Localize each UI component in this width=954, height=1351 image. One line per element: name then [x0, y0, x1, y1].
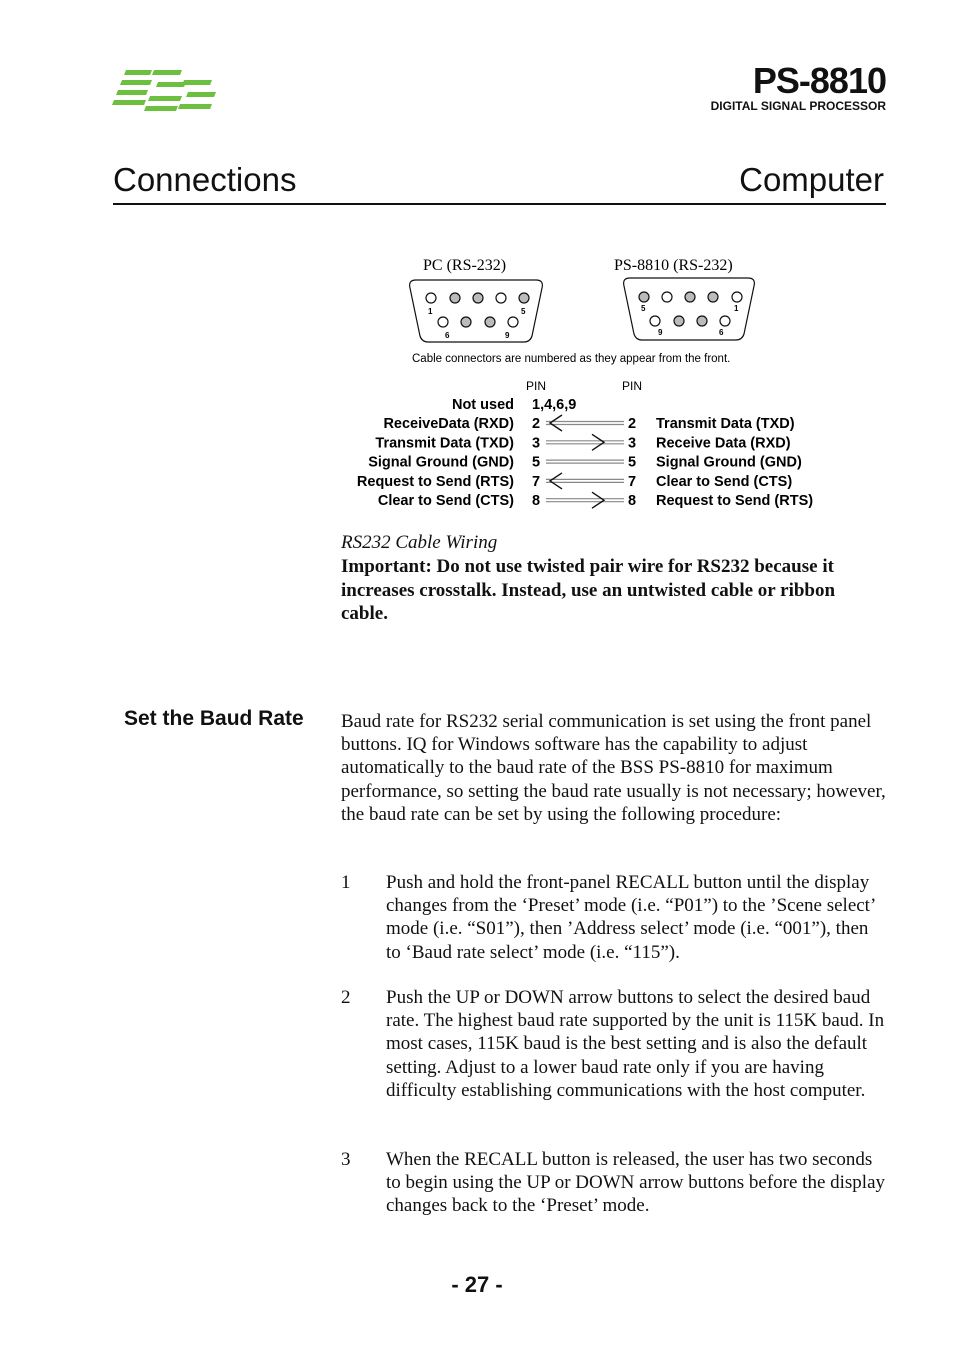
device-pin-label: 6 [719, 328, 724, 337]
step-number: 2 [341, 987, 351, 1008]
arrow-right-icon [592, 434, 604, 450]
pc-pin-label: 1 [428, 307, 433, 316]
left-signal-label: Clear to Send (CTS) [377, 493, 514, 510]
arrow-left-icon [550, 415, 562, 431]
section-title-right: Computer [739, 161, 884, 198]
arrow-right-icon [592, 492, 604, 508]
warning-note: Important: Do not use twisted pair wire for RS232 because it increases crosstalk. Instead, use an untwisted cable or ribbon cable. [341, 556, 836, 624]
right-pin-number: 7 [628, 473, 637, 490]
right-pin-number: 5 [628, 454, 637, 471]
step-text: When the RECALL button is released, the user has two seconds to begin using the UP or DOWN arrow buttons before the display changes back to the ‘Preset’ mode. [386, 1149, 886, 1217]
arrow-left-icon [550, 473, 562, 489]
wire-rows [357, 415, 813, 509]
rs232-wiring-diagram [330, 250, 850, 515]
left-signal-label: Signal Ground (GND) [368, 454, 514, 471]
left-signal-label: Transmit Data (TXD) [375, 435, 514, 452]
page-number: - 27 - [451, 1272, 503, 1297]
right-signal-label: Transmit Data (TXD) [656, 416, 795, 432]
device-pin-label: 1 [734, 304, 739, 313]
pc-db9-connector [410, 280, 543, 342]
left-pin-number: 3 [532, 435, 541, 452]
right-signal-label: Receive Data (RXD) [656, 435, 791, 452]
baud-intro: Baud rate for RS232 serial communication is set using the front panel buttons. IQ for Windows software has the capability to adjust automatically to the baud rate of the BSS PS-8810 for maximum performance, so setting the baud rate usually is not necessary; however, the baud rate can be set by using the following procedure: [341, 711, 886, 825]
pin-header-left: PIN [526, 379, 547, 393]
not-used-pins: 1,4,6,9 [532, 397, 577, 413]
wire-line [546, 434, 624, 450]
step-text: Push and hold the front-panel RECALL button until the display changes from the ‘Preset’ mode (i.e. “P01”) to the ’Scene select’ mode (i.e. “S01”), then ’Address select’ mode (i.e. “001”), then to ‘Baud rate select’ mode (i.e. “115”). [386, 872, 875, 963]
pc-connector-label: PC (RS-232) [423, 257, 507, 274]
wire-row [378, 492, 813, 509]
left-pin-number: 2 [532, 416, 541, 432]
connector-note: Cable connectors are numbered as they appear from the front. [412, 353, 731, 365]
not-used-label: Not used [451, 397, 514, 413]
right-signal-label: Signal Ground (GND) [656, 454, 802, 471]
right-pin-number: 8 [628, 493, 637, 510]
left-signal-label: ReceiveData (RXD) [383, 416, 514, 432]
right-signal-label: Clear to Send (CTS) [656, 473, 793, 490]
bss-logo [112, 66, 218, 114]
section-title-left: Connections [113, 161, 297, 198]
device-pin-label: 9 [658, 328, 663, 337]
device-pin-label: 5 [641, 304, 646, 313]
wire-line [546, 415, 624, 431]
wire-line [546, 473, 624, 489]
step-number: 3 [341, 1149, 351, 1170]
wire-line [546, 492, 624, 508]
wire-row [368, 455, 802, 471]
wire-row [375, 434, 790, 451]
device-connector-label: PS-8810 (RS-232) [614, 257, 733, 274]
device-db9-connector [624, 278, 755, 340]
wire-line [546, 460, 624, 463]
pc-pin-label: 5 [521, 307, 526, 316]
step-number: 1 [341, 872, 351, 893]
product-subtitle: DIGITAL SIGNAL PROCESSOR [710, 99, 886, 113]
right-pin-number: 2 [628, 416, 637, 432]
pc-pin-label: 9 [505, 331, 510, 340]
baud-rate-heading: Set the Baud Rate [124, 707, 304, 730]
product-name: PS-8810 [752, 60, 886, 101]
right-pin-number: 3 [628, 435, 637, 452]
left-pin-number: 8 [532, 493, 541, 510]
diagram-caption: RS232 Cable Wiring [341, 532, 498, 553]
left-pin-number: 5 [532, 454, 541, 471]
right-signal-label: Request to Send (RTS) [656, 493, 814, 510]
left-signal-label: Request to Send (RTS) [356, 473, 514, 490]
wire-row [357, 473, 792, 490]
wire-row [383, 415, 794, 432]
header-rule [113, 203, 886, 205]
pc-pin-label: 6 [445, 331, 450, 340]
step-text: Push the UP or DOWN arrow buttons to select the desired baud rate. The highest baud rate supported by the unit is 115K baud. In most cases, 115K baud is the best setting and is also the default setting. Adjust to a lower baud rate only if you are having difficulty establishing communications with the host computer. [386, 987, 885, 1101]
pin-header-right: PIN [622, 379, 643, 393]
left-pin-number: 7 [532, 473, 541, 490]
